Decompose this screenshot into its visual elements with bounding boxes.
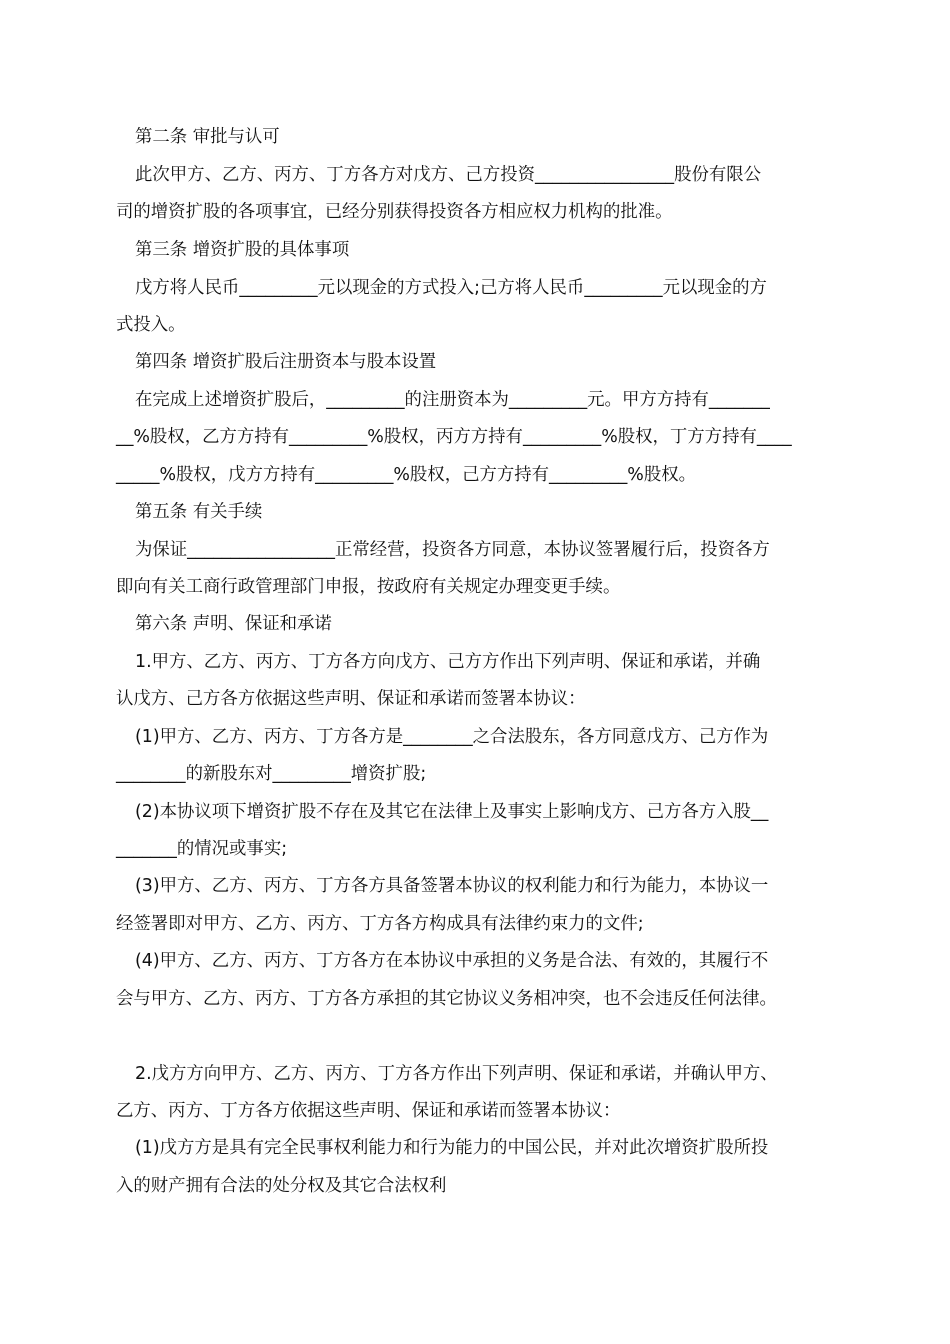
heading-article-3: 第三条 增资扩股的具体事项 — [135, 240, 350, 260]
paragraph-line: 戊方将人民币_________元以现金的方式投入;己方将人民币_________元以现金的方 — [135, 278, 767, 298]
paragraph-line: 司的增资扩股的各项事宜，已经分别获得投资各方相应权力机构的批准。 — [116, 202, 673, 222]
paragraph-line: (3)甲方、乙方、丙方、丁方各方具备签署本协议的权利能力和行为能力，本协议一 — [135, 876, 769, 896]
heading-article-6: 第六条 声明、保证和承诺 — [135, 614, 332, 634]
paragraph-line: _____%股权，戊方方持有_________%股权，己方方持有_________%股权。 — [116, 465, 696, 485]
paragraph-line: 1.甲方、乙方、丙方、丁方各方向戊方、己方方作出下列声明、保证和承诺，并确 — [135, 652, 761, 672]
paragraph-line: (4)甲方、乙方、丙方、丁方各方在本协议中承担的义务是合法、有效的，其履行不 — [135, 951, 769, 971]
heading-article-2: 第二条 审批与认可 — [135, 127, 280, 147]
paragraph-line: 会与甲方、乙方、丙方、丁方各方承担的其它协议义务相冲突，也不会违反任何法律。 — [116, 989, 777, 1009]
heading-article-4: 第四条 增资扩股后注册资本与股本设置 — [135, 352, 437, 372]
paragraph-line: (1)甲方、乙方、丙方、丁方各方是________之合法股东，各方同意戊方、己方作为 — [135, 727, 769, 747]
paragraph-line: 乙方、丙方、丁方各方依据这些声明、保证和承诺而签署本协议： — [116, 1101, 621, 1121]
paragraph-line: 经签署即对甲方、乙方、丙方、丁方各方构成具有法律约束力的文件; — [116, 914, 644, 934]
paragraph-line: _______的情况或事实; — [116, 839, 288, 859]
paragraph-line: (1)戊方方是具有完全民事权利能力和行为能力的中国公民，并对此次增资扩股所投 — [135, 1138, 769, 1158]
paragraph-line: 为保证_________________正常经营，投资各方同意，本协议签署履行后，投资各方 — [135, 540, 770, 560]
heading-article-5: 第五条 有关手续 — [135, 502, 263, 522]
paragraph-line: 即向有关工商行政管理部门申报，按政府有关规定办理变更手续。 — [116, 577, 621, 597]
paragraph-line: 此次甲方、乙方、丙方、丁方各方对戊方、己方投资________________股份有限公 — [135, 165, 762, 185]
paragraph-line: 认戊方、己方各方依据这些声明、保证和承诺而签署本协议： — [116, 689, 586, 709]
paragraph-line: (2)本协议项下增资扩股不存在及其它在法律上及事实上影响戊方、己方各方入股__ — [135, 802, 769, 822]
paragraph-line: ________的新股东对_________增资扩股; — [116, 764, 427, 784]
paragraph-line: __%股权，乙方方持有_________%股权，丙方方持有_________%股权，丁方方持有____ — [116, 427, 792, 447]
paragraph-line: 2.戊方方向甲方、乙方、丙方、丁方各方作出下列声明、保证和承诺，并确认甲方、 — [135, 1064, 778, 1084]
paragraph-line: 式投入。 — [116, 315, 186, 335]
paragraph-line: 在完成上述增资扩股后，_________的注册资本为_________元。甲方方持有_______ — [135, 390, 770, 410]
paragraph-line: 入的财产拥有合法的处分权及其它合法权利 — [116, 1176, 447, 1196]
